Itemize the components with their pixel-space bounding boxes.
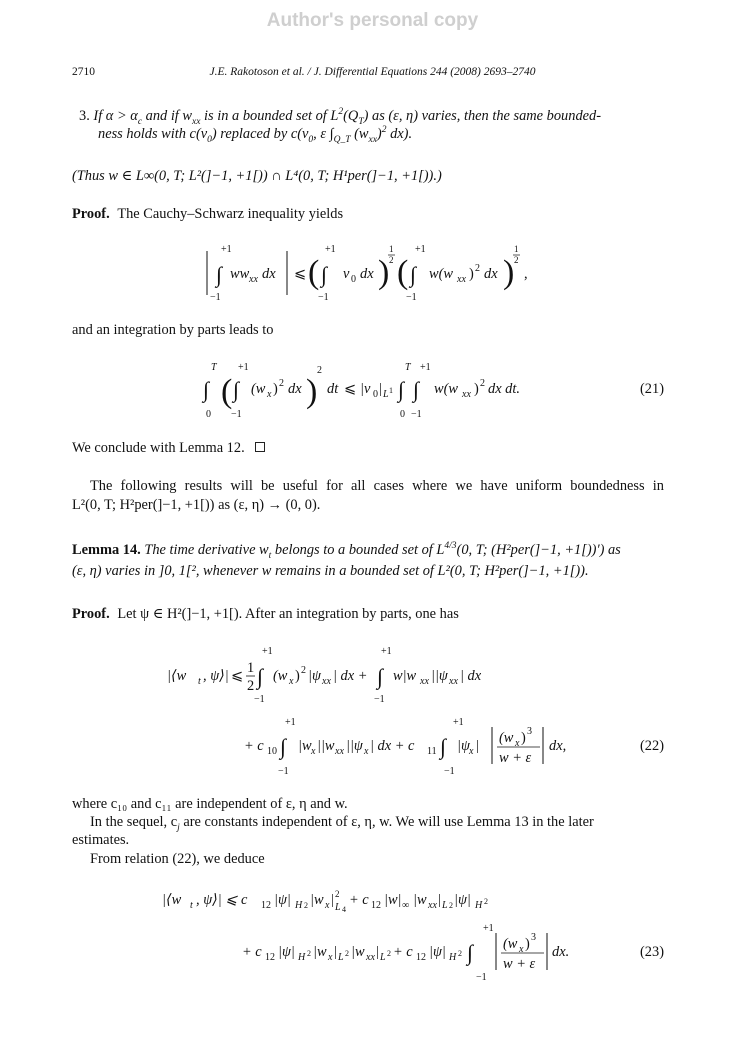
svg-text:H: H	[298, 952, 306, 963]
proof-1	[72, 206, 343, 223]
proof-2	[72, 606, 459, 623]
svg-text:+ c: + c	[349, 892, 369, 908]
item-3	[79, 107, 664, 126]
svg-text:||ψ: ||ψ	[431, 668, 448, 684]
svg-text:∫: ∫	[257, 664, 264, 689]
svg-text:x: x	[328, 952, 333, 963]
svg-text:12: 12	[261, 900, 271, 911]
integral-sign: ∫	[216, 262, 223, 287]
svg-text:+1: +1	[221, 244, 232, 255]
svg-text:12: 12	[416, 952, 426, 963]
svg-text:2: 2	[307, 949, 311, 958]
svg-text:∫: ∫	[440, 734, 447, 759]
running-head: J.E. Rakotoson et al. / J. Differential Equations 244 (2008) 2693–2740	[209, 66, 536, 78]
svg-text:): )	[525, 936, 530, 952]
svg-text:(w: (w	[273, 668, 288, 684]
svg-text:2: 2	[317, 365, 322, 376]
svg-text:,: ,	[524, 266, 528, 282]
svg-text:w(w: w(w	[434, 381, 458, 397]
svg-text:|⟨w: |⟨w	[162, 892, 182, 908]
svg-text:dx.: dx.	[552, 944, 570, 960]
svg-text:|w: |w	[351, 944, 365, 960]
svg-text:|ψ|: |ψ|	[429, 944, 446, 960]
svg-text:|ψ|: |ψ|	[278, 944, 295, 960]
svg-text:2: 2	[301, 665, 306, 676]
svg-text:∫: ∫	[377, 664, 384, 689]
svg-text:0: 0	[373, 389, 378, 400]
svg-text:||w: ||w	[317, 738, 335, 754]
svg-text:|: |	[476, 738, 479, 754]
where-line: where c₁₀ and c₁₁ are independent of ε, η and w.	[72, 796, 348, 812]
svg-text:2: 2	[279, 378, 284, 389]
svg-text:): )	[469, 266, 474, 282]
svg-text:−1: −1	[444, 766, 455, 777]
svg-text:|⟨w: |⟨w	[167, 668, 187, 684]
svg-text:2: 2	[449, 901, 453, 910]
svg-text:∫: ∫	[467, 940, 474, 965]
svg-text:| dx: | dx	[460, 668, 482, 684]
svg-text:xx: xx	[249, 274, 258, 285]
svg-text:|ψ|: |ψ|	[274, 892, 291, 908]
equation-cauchy-schwarz	[190, 238, 540, 308]
svg-text:xx: xx	[428, 900, 437, 911]
svg-text:dx: dx	[262, 266, 276, 282]
equation-21	[198, 355, 543, 425]
svg-text:, ψ⟩| ⩽ c: , ψ⟩| ⩽ c	[196, 892, 248, 908]
svg-text:dt: dt	[327, 381, 339, 397]
svg-text:+1: +1	[420, 362, 431, 373]
svg-text:T: T	[405, 362, 411, 373]
svg-text:(w: (w	[499, 730, 514, 746]
svg-text:∫: ∫	[233, 377, 240, 402]
svg-text:∫: ∫	[280, 734, 287, 759]
page-number: 2710	[72, 66, 95, 78]
equation-23-line-1	[160, 884, 580, 914]
svg-text:0: 0	[400, 409, 405, 420]
svg-text:2: 2	[475, 263, 480, 274]
svg-text:2: 2	[345, 949, 349, 958]
svg-text:xx: xx	[366, 952, 375, 963]
svg-text:ww: ww	[230, 266, 250, 282]
svg-text:w|w: w|w	[393, 668, 417, 684]
svg-text:1: 1	[514, 244, 519, 254]
svg-text:+ c: + c	[242, 944, 262, 960]
svg-text:| dx +: | dx +	[333, 668, 368, 684]
svg-text:∫: ∫	[413, 377, 420, 402]
svg-text:x: x	[289, 676, 294, 687]
svg-text:+1: +1	[453, 717, 464, 728]
svg-text:x: x	[267, 389, 272, 400]
svg-text:+ c: + c	[393, 944, 413, 960]
svg-text:3: 3	[527, 726, 532, 737]
svg-text:): )	[273, 381, 278, 397]
svg-text:+1: +1	[262, 646, 273, 657]
svg-text:w + ε: w + ε	[503, 956, 536, 972]
svg-text:dx: dx	[484, 266, 498, 282]
qed-square-icon	[255, 442, 265, 452]
svg-text:L: L	[442, 900, 448, 911]
svg-text:xx: xx	[322, 676, 331, 687]
svg-text:−1: −1	[476, 972, 487, 983]
watermark: Author's personal copy	[266, 10, 479, 31]
svg-text:+1: +1	[325, 244, 336, 255]
svg-text:xx: xx	[462, 389, 471, 400]
sequel-line-2: estimates.	[72, 832, 130, 848]
svg-text:⩽: ⩽	[344, 381, 357, 397]
svg-text:x: x	[311, 746, 316, 757]
svg-text:|w: |w	[313, 944, 327, 960]
svg-text:H: H	[475, 900, 483, 911]
svg-text:⩽: ⩽	[231, 668, 244, 684]
svg-text:1: 1	[389, 386, 393, 395]
equation-number-23: (23)	[640, 944, 664, 960]
svg-text:+1: +1	[415, 244, 426, 255]
svg-text:∫: ∫	[398, 377, 405, 402]
svg-text:T: T	[211, 362, 217, 373]
svg-text:∫: ∫	[203, 377, 210, 402]
svg-text:2: 2	[480, 378, 485, 389]
svg-text:11: 11	[427, 746, 437, 757]
svg-text:L: L	[335, 902, 341, 913]
item-number: 3.	[79, 108, 90, 124]
svg-text:L: L	[383, 389, 389, 400]
svg-text:w + ε: w + ε	[499, 750, 532, 766]
svg-text:): )	[306, 373, 318, 410]
svg-text:L: L	[338, 952, 344, 963]
lemma-14-line-2: (ε, η) varies in ]0, 1[², whenever w remains in a bounded set of L²(0, T; H²per(]−1, +1[)).	[72, 563, 589, 579]
svg-text:t: t	[190, 900, 193, 911]
item-3-line-1: If $\alpha > \alpha_c$ and if $w_{xx}$ is in a bounded set of $L^2(Q_T)$ as (ε, η) varies, then the same bounded-	[93, 107, 602, 127]
svg-text:−1: −1	[411, 409, 422, 420]
svg-text:2: 2	[387, 949, 391, 958]
svg-text:x: x	[469, 746, 474, 757]
svg-text:|w: |w	[298, 738, 312, 754]
svg-text:3: 3	[531, 932, 536, 943]
svg-text:dx: dx	[288, 381, 302, 397]
svg-text:0: 0	[206, 409, 211, 420]
svg-text:xx: xx	[457, 274, 466, 285]
svg-text:): )	[521, 730, 526, 746]
svg-text:12: 12	[371, 900, 381, 911]
proof-1-text: The Cauchy–Schwarz inequality yields	[117, 206, 344, 222]
proof-label: Proof.	[72, 206, 110, 222]
svg-text:2: 2	[247, 678, 255, 694]
equation-number-22: (22)	[640, 738, 664, 754]
svg-text:|w: |w	[413, 892, 427, 908]
proof-label: Proof.	[72, 606, 110, 622]
svg-text:1: 1	[247, 660, 255, 676]
sequel-line-1: In the sequel, $c_j$ are constants independent of ε, η, w. We will use Lemma 13 in the later	[90, 814, 594, 833]
svg-text:−1: −1	[278, 766, 289, 777]
svg-text:x: x	[325, 900, 330, 911]
conclude-line: We conclude with Lemma 12.	[72, 440, 265, 457]
svg-text:dx dt.: dx dt.	[488, 381, 520, 397]
svg-text:4: 4	[342, 905, 346, 914]
svg-text:|ψ: |ψ	[308, 668, 321, 684]
svg-text:∞: ∞	[402, 900, 410, 911]
svg-text:w(w: w(w	[429, 266, 453, 282]
svg-text:|: |	[331, 892, 334, 908]
svg-text:2: 2	[304, 901, 308, 910]
svg-text:12: 12	[265, 952, 275, 963]
svg-text:): )	[295, 668, 300, 684]
svg-text:||ψ: ||ψ	[346, 738, 363, 754]
svg-text:∫: ∫	[410, 262, 417, 287]
svg-text:xx: xx	[420, 676, 429, 687]
svg-text:∫: ∫	[321, 262, 328, 287]
svg-text:| dx + c: | dx + c	[370, 738, 415, 754]
svg-text:+1: +1	[285, 717, 296, 728]
svg-text:2: 2	[389, 255, 394, 265]
svg-text:|w: |w	[310, 892, 324, 908]
svg-text:(: (	[221, 373, 233, 410]
svg-text:x: x	[515, 738, 520, 749]
from-relation-line: From relation (22), we deduce	[90, 851, 265, 867]
svg-text:−1: −1	[254, 694, 265, 705]
svg-text:−1: −1	[231, 409, 242, 420]
svg-text:|: |	[379, 381, 382, 397]
svg-text:): )	[378, 254, 390, 291]
svg-text:|ψ|: |ψ|	[454, 892, 471, 908]
svg-text:|: |	[376, 944, 379, 960]
svg-text:(: (	[397, 254, 409, 291]
svg-text:|ψ: |ψ	[457, 738, 470, 754]
svg-text:2: 2	[458, 949, 462, 958]
svg-text:2: 2	[484, 897, 488, 906]
svg-text:|v: |v	[360, 381, 371, 397]
svg-text:L: L	[380, 952, 386, 963]
svg-text:|: |	[438, 892, 441, 908]
item-3-line-2: ness holds with $c(v_0)$ replaced by $c(v_0$, ε $\int_{Q\_T}$ $(w_{xx})^2$ dx).	[98, 125, 413, 145]
svg-text:): )	[474, 381, 479, 397]
svg-text:, ψ⟩|: , ψ⟩|	[203, 668, 229, 684]
svg-text:−1: −1	[406, 292, 417, 303]
svg-text:2: 2	[514, 255, 519, 265]
svg-text:x: x	[519, 944, 524, 955]
svg-text:+1: +1	[238, 362, 249, 373]
svg-text:1: 1	[389, 244, 394, 254]
svg-text:x: x	[364, 746, 369, 757]
lemma-label: Lemma 14.	[72, 542, 141, 558]
svg-text:−1: −1	[318, 292, 329, 303]
equation-number-21: (21)	[640, 381, 664, 397]
svg-text:H: H	[295, 900, 303, 911]
svg-text:(w: (w	[251, 381, 266, 397]
thus-line: (Thus w ∈ L∞(0, T; L²(]−1, +1[)) ∩ L⁴(0, T; H¹per(]−1, +1[)).)	[72, 168, 442, 184]
svg-text:): )	[503, 254, 515, 291]
svg-text:⩽: ⩽	[294, 266, 307, 282]
lemma-14-line-1: Lemma 14. The time derivative $w_t$ belongs to a bounded set of $L^{4/3}(0$, T; (H²per(]−1, +1[))′) as	[72, 541, 621, 561]
proof-2-text: Let ψ ∈ H²(]−1, +1[). After an integration by parts, one has	[117, 606, 459, 622]
svg-text:|w|: |w|	[384, 892, 402, 908]
following-para-line-2: L²(0, T; H²per(]−1, +1[)) as (ε, η) → (0, 0).	[72, 497, 321, 513]
svg-text:+1: +1	[381, 646, 392, 657]
svg-text:−1: −1	[210, 292, 221, 303]
parts-line: and an integration by parts leads to	[72, 322, 274, 338]
svg-text:dx: dx	[360, 266, 374, 282]
equation-23-line-2	[238, 918, 578, 986]
svg-text:+1: +1	[483, 923, 494, 934]
svg-text:v: v	[343, 266, 350, 282]
svg-text:xx: xx	[449, 676, 458, 687]
svg-text:t: t	[198, 676, 201, 687]
following-para-line-1: The following results will be useful for all cases where we have uniform boundedness in	[90, 478, 664, 494]
svg-text:dx,: dx,	[549, 738, 567, 754]
svg-text:|: |	[334, 944, 337, 960]
left-paren: (	[308, 254, 320, 291]
svg-text:xx: xx	[335, 746, 344, 757]
equation-22-line-2	[240, 712, 585, 782]
svg-text:2: 2	[335, 889, 340, 899]
svg-text:−1: −1	[374, 694, 385, 705]
svg-text:+ c: + c	[244, 738, 264, 754]
svg-text:(w: (w	[503, 936, 518, 952]
svg-text:10: 10	[267, 746, 277, 757]
svg-text:H: H	[449, 952, 457, 963]
equation-22-line-1	[165, 640, 515, 710]
svg-text:0: 0	[351, 274, 356, 285]
